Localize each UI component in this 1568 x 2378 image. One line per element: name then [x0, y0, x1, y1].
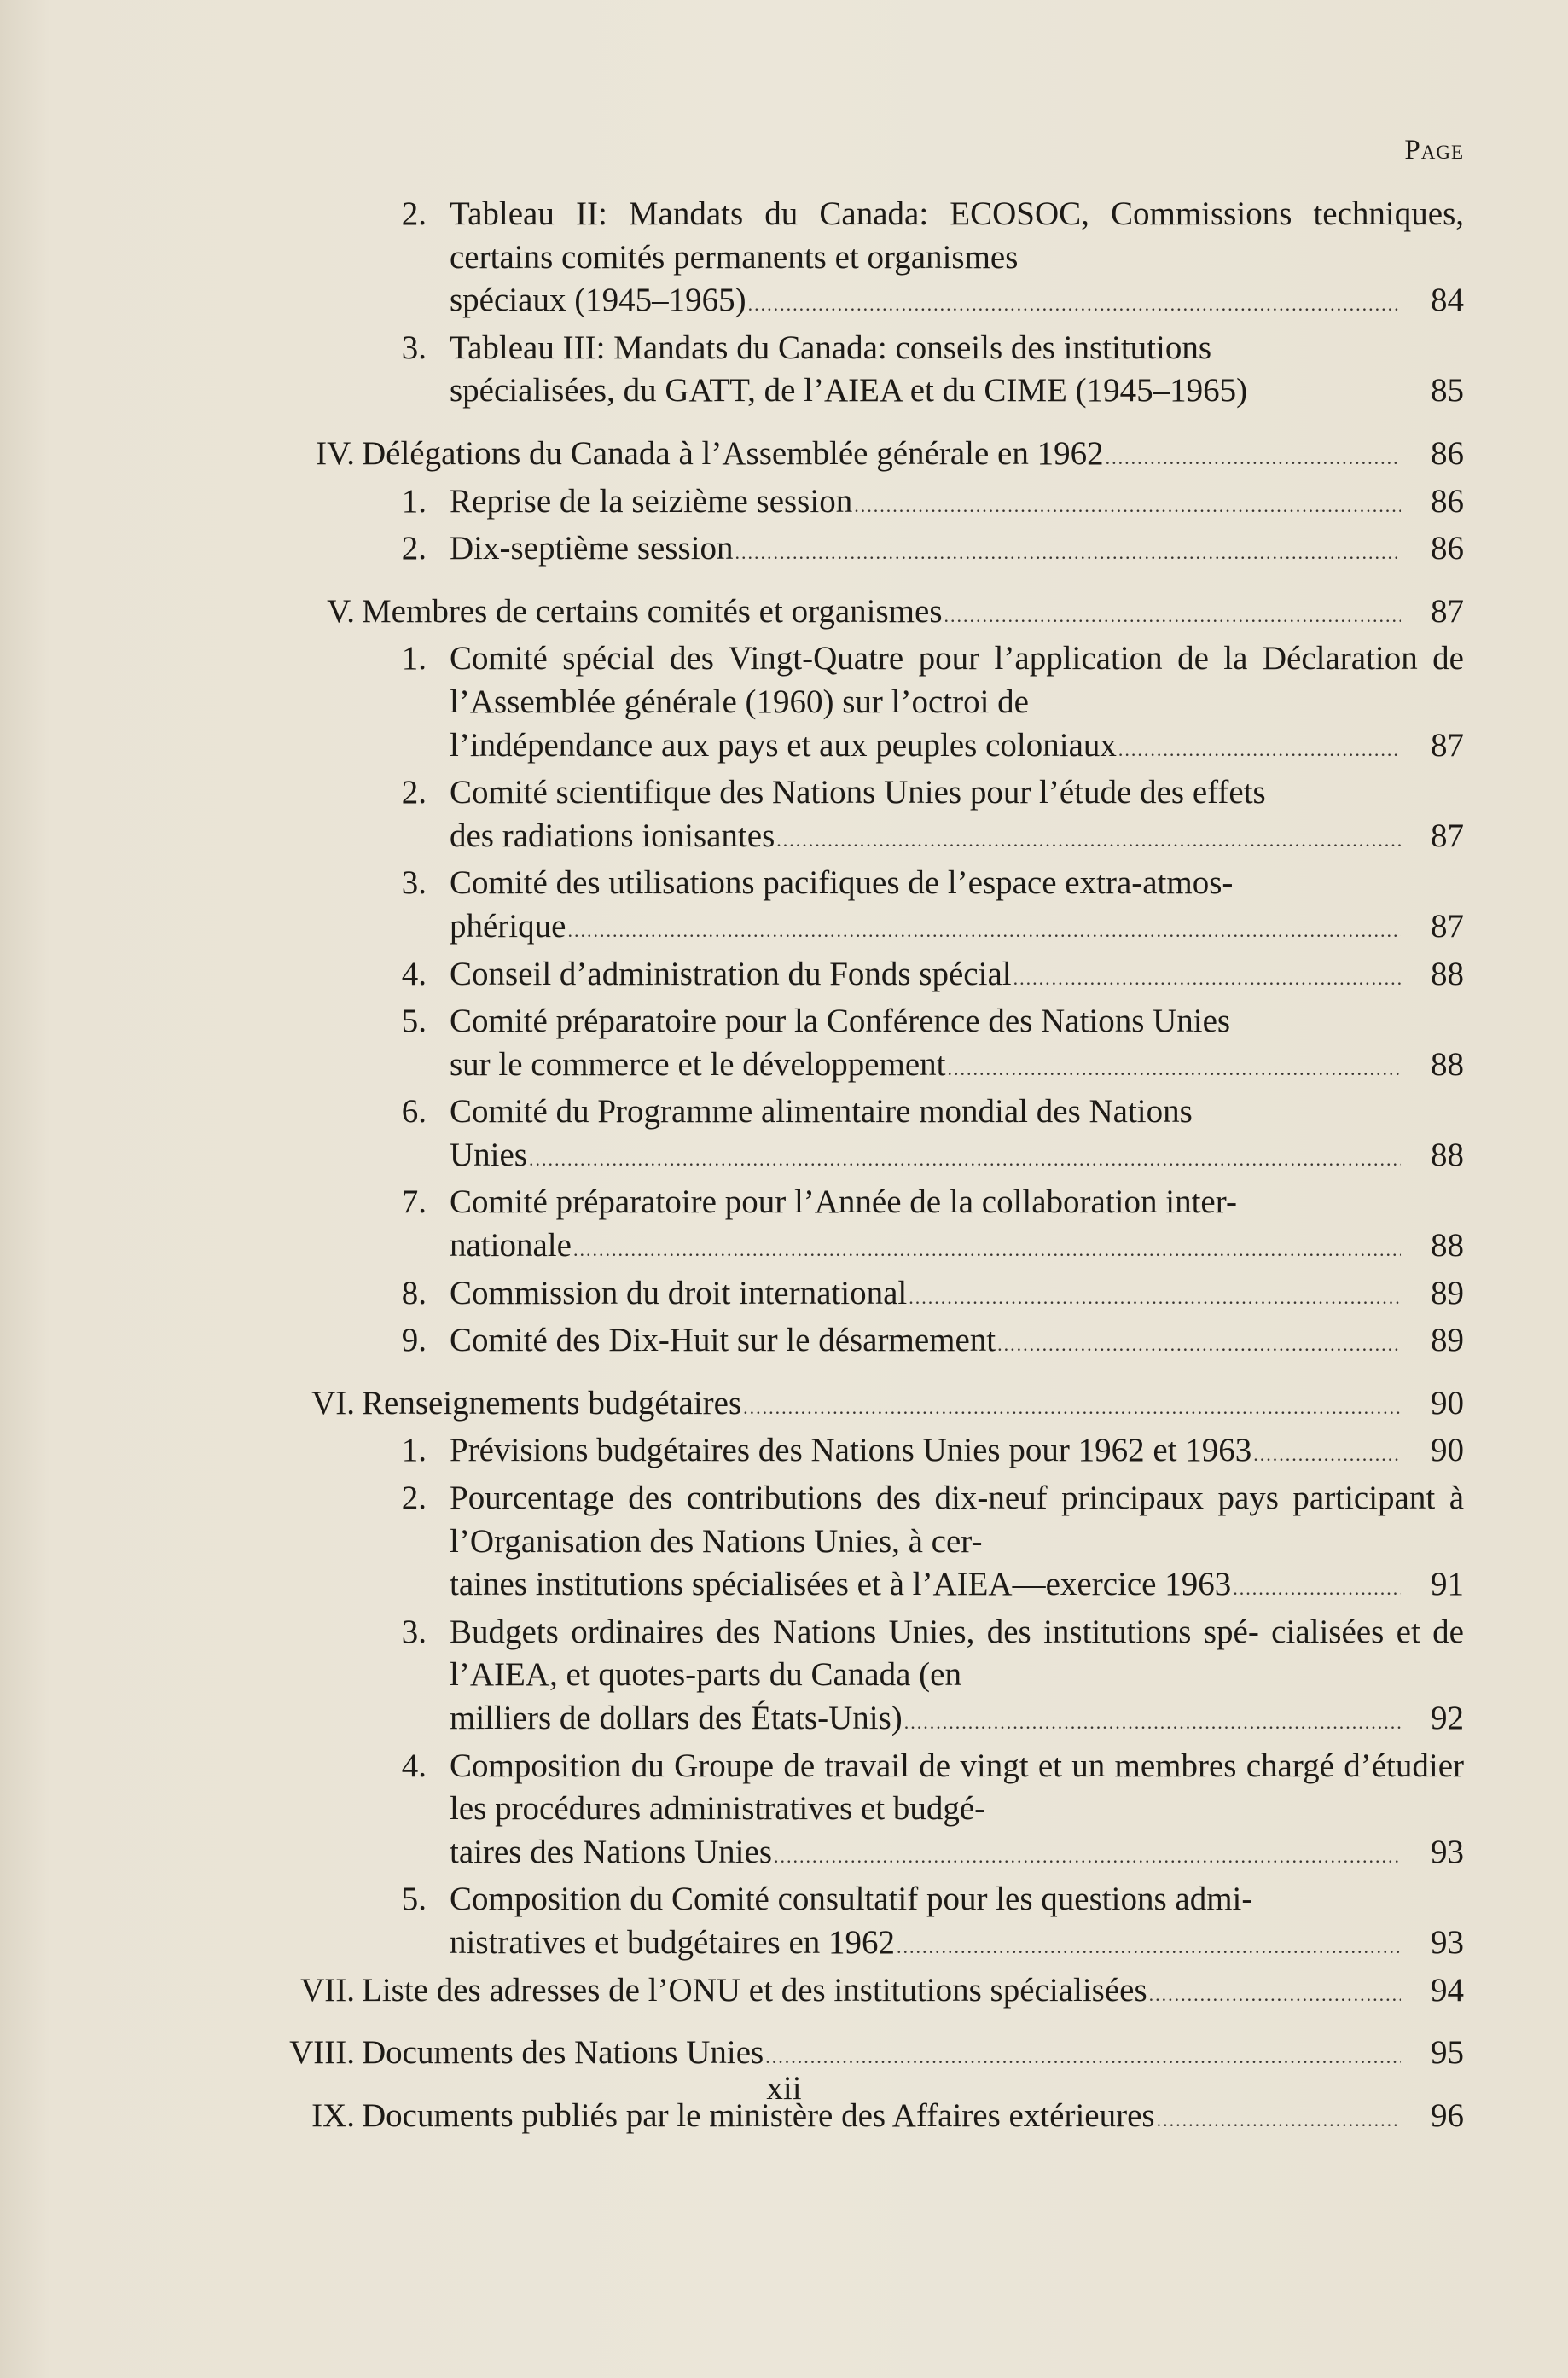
toc-entry[interactable] [0, 862, 1568, 952]
toc-section[interactable] [0, 433, 1568, 480]
entry-title: Pourcentage des contributions des dix-neuf principaux pays participant à l’Organisation des Nations Unies, à cer- [450, 1480, 1464, 1560]
dot-leader [1149, 1974, 1401, 2017]
dot-leader [1233, 1567, 1401, 1611]
section-number: VI. [311, 1384, 355, 1422]
page-number: 84 [1431, 282, 1464, 319]
page-number: 87 [1431, 592, 1464, 630]
section-title: Délégations du Canada à l’Assemblée générale en 1962 [362, 434, 1104, 472]
entry-title-end: taines institutions spécialisées et à l’AIEA—exercice 1963 [450, 1566, 1232, 1603]
dot-leader [573, 1229, 1401, 1272]
table-of-contents [0, 193, 1568, 2142]
dot-leader [748, 283, 1401, 327]
page-number: 90 [1431, 1432, 1464, 1469]
toc-entry[interactable] [0, 1272, 1568, 1320]
toc-entry[interactable] [0, 771, 1568, 862]
section-title: Liste des adresses de l’ONU et des institutions spécialisées [362, 1971, 1147, 2009]
entry-title: Commission du droit international [450, 1274, 908, 1311]
section-title: Documents publiés par le ministère des Affaires extérieures [362, 2096, 1155, 2134]
entry-title-end: l’indépendance aux pays et aux peuples coloniaux [450, 726, 1117, 764]
entry-title-end: des radiations ionisantes [450, 817, 775, 854]
toc-entry[interactable] [0, 1745, 1568, 1879]
toc-section[interactable] [0, 1382, 1568, 1430]
dot-leader [1013, 957, 1401, 1001]
dot-leader [735, 532, 1401, 575]
section-number: V. [327, 592, 355, 630]
dot-leader [854, 485, 1401, 528]
entry-title-end: phérique [450, 907, 566, 945]
entry-title: Composition du Comité consultatif pour les questions admi- [450, 1881, 1253, 1918]
entry-title: Dix-septième session [450, 530, 734, 567]
entry-title: Comité spécial des Vingt-Quatre pour l’application de la Déclaration de l’Assemblée générale (1960) sur l’octroi de [450, 640, 1464, 720]
entry-title-end: nationale [450, 1227, 572, 1265]
dot-leader [743, 1387, 1401, 1430]
entry-number: 4. [401, 1747, 427, 1784]
dot-leader [904, 1701, 1401, 1745]
toc-entry[interactable] [0, 1477, 1568, 1611]
entry-title: Conseil d’administration du Fonds spécial [450, 955, 1012, 992]
section-number: VIII. [289, 2034, 355, 2072]
toc-section[interactable] [0, 1969, 1568, 2017]
entry-number: 1. [401, 482, 427, 520]
toc-entry[interactable] [0, 1319, 1568, 1367]
entry-title: Composition du Groupe de travail de vingt et un membres chargé d’étudier les procédures administratives et budgé- [450, 1747, 1464, 1828]
dot-leader [1253, 1433, 1401, 1477]
page-number: 88 [1431, 1045, 1464, 1083]
toc-entry[interactable] [0, 193, 1568, 327]
entry-title-end: spéciaux (1945–1965) [450, 282, 746, 319]
section-title: Membres de certains comités et organismes [362, 592, 943, 630]
section-number: VII. [300, 1971, 355, 2009]
entry-number: 3. [401, 329, 427, 366]
entry-title-end: Unies [450, 1136, 527, 1173]
toc-entry[interactable] [0, 953, 1568, 1001]
page-number: 93 [1431, 1923, 1464, 1961]
page-number: 89 [1431, 1322, 1464, 1359]
dot-leader [776, 819, 1401, 863]
dot-leader [997, 1323, 1401, 1367]
entry-number: 3. [401, 1613, 427, 1650]
dot-leader [1118, 729, 1401, 772]
page-number: 86 [1431, 434, 1464, 472]
dot-leader [944, 595, 1401, 638]
page-number: 96 [1431, 2096, 1464, 2134]
entry-number: 4. [401, 955, 427, 992]
entry-number: 1. [401, 640, 427, 677]
page-number: 88 [1431, 955, 1464, 992]
toc-entry[interactable] [0, 637, 1568, 771]
dot-leader [1106, 437, 1401, 480]
entry-number: 2. [401, 530, 427, 567]
entry-title: Comité des utilisations pacifiques de l’espace extra-atmos- [450, 864, 1234, 902]
entry-title: Tableau III: Mandats du Canada: conseils des institutions [450, 329, 1212, 366]
page-number: 94 [1431, 1971, 1464, 2009]
entry-title: Tableau II: Mandats du Canada: ECOSOC, Commissions techniques, certains comités permanents et organismes [450, 195, 1464, 276]
page-number: 92 [1431, 1700, 1464, 1736]
entry-number: 5. [401, 1003, 427, 1040]
page-number: 86 [1431, 530, 1464, 567]
section-number: IV. [316, 434, 355, 472]
toc-entry[interactable] [0, 1611, 1568, 1745]
page-number: 86 [1431, 482, 1464, 520]
dot-leader [529, 1138, 1401, 1182]
entry-number: 6. [401, 1093, 427, 1131]
toc-entry[interactable] [0, 327, 1568, 417]
entry-title-end: nistratives et budgétaires en 1962 [450, 1923, 896, 1961]
entry-title: Comité du Programme alimentaire mondial des Nations [450, 1093, 1193, 1131]
entry-number: 8. [401, 1274, 427, 1311]
entry-number: 2. [401, 1480, 427, 1517]
entry-number: 3. [401, 864, 427, 902]
entry-number: 5. [401, 1881, 427, 1918]
dot-leader [774, 1835, 1401, 1879]
entry-number: 2. [401, 195, 427, 232]
dot-leader [567, 910, 1401, 953]
toc-entry[interactable] [0, 1878, 1568, 1968]
page-number: 87 [1431, 907, 1464, 945]
entry-number: 7. [401, 1183, 427, 1221]
page-number: 95 [1431, 2034, 1464, 2072]
entry-title-end: milliers de dollars des États-Unis) [450, 1700, 903, 1736]
page-number: 88 [1431, 1227, 1464, 1265]
entry-title: Comité scientifique des Nations Unies pour l’étude des effets [450, 774, 1266, 811]
page-folio: xii [766, 2070, 802, 2107]
page-number: 87 [1431, 726, 1464, 764]
toc-section[interactable] [0, 590, 1568, 638]
toc-entry[interactable] [0, 1000, 1568, 1090]
toc-entry[interactable] [0, 1181, 1568, 1271]
dot-leader [948, 1048, 1402, 1091]
entry-number: 1. [401, 1432, 427, 1469]
entry-title: Budgets ordinaires des Nations Unies, des institutions spé- cialisées et de l’AIEA, et quotes-parts du Canada (en [450, 1613, 1464, 1694]
section-title: Renseignements budgétaires [362, 1384, 742, 1422]
toc-entry[interactable] [0, 1090, 1568, 1181]
entry-title: Comité préparatoire pour l’Année de la collaboration inter- [450, 1183, 1237, 1221]
dot-leader [909, 1276, 1401, 1320]
page-number: 93 [1431, 1833, 1464, 1870]
entry-title: Prévisions budgétaires des Nations Unies pour 1962 et 1963 [450, 1432, 1252, 1469]
page-number: 87 [1431, 817, 1464, 854]
dot-leader [897, 1926, 1401, 1969]
page-column-label: Page [1404, 135, 1464, 166]
entry-title-end: spécialisées, du GATT, de l’AIEA et du CIME (1945–1965) [450, 372, 1248, 410]
entry-title: Comité des Dix-Huit sur le désarmement [450, 1322, 996, 1359]
entry-title: Reprise de la seizième session [450, 482, 853, 520]
page-number: 90 [1431, 1384, 1464, 1422]
entry-title-end: taires des Nations Unies [450, 1833, 773, 1870]
entry-title: Comité préparatoire pour la Conférence des Nations Unies [450, 1003, 1231, 1040]
toc-entry[interactable] [0, 527, 1568, 575]
entry-title-end: sur le commerce et le développement [450, 1045, 946, 1083]
entry-number: 9. [401, 1322, 427, 1359]
entry-number: 2. [401, 774, 427, 811]
section-number: IX. [311, 2096, 355, 2134]
section-title: Documents des Nations Unies [362, 2034, 764, 2072]
page-number: 85 [1431, 372, 1464, 410]
page-number: 91 [1431, 1566, 1464, 1603]
page-number: 89 [1431, 1274, 1464, 1311]
page-number: 88 [1431, 1136, 1464, 1173]
toc-entry[interactable] [0, 1429, 1568, 1477]
toc-entry[interactable] [0, 480, 1568, 528]
